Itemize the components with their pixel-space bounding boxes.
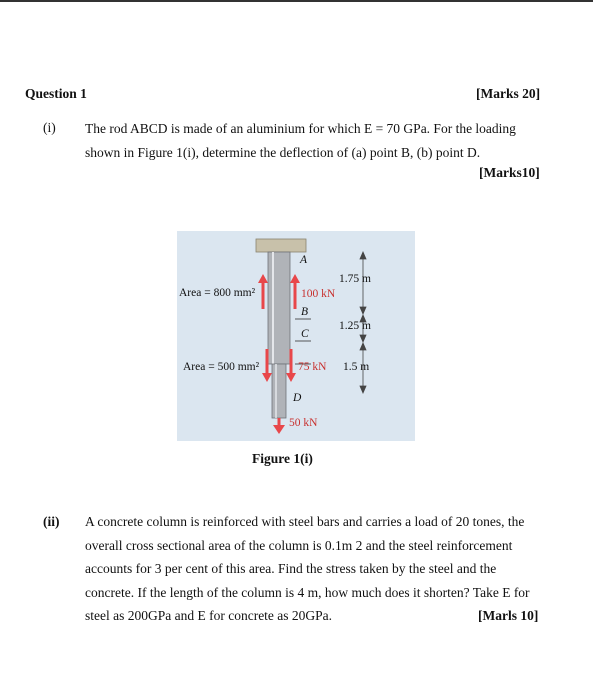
part-i-line-1: The rod ABCD is made of an aluminium for which E = 70 GPa. For the loading — [85, 121, 516, 136]
part-ii-line-2: overall cross sectional area of the column is 0.1m 2 and the steel reinforcement — [85, 537, 513, 553]
point-c-label: C — [301, 328, 309, 340]
load-75kn-label: 75 kN — [298, 361, 327, 373]
load-50kn-label: 50 kN — [289, 417, 318, 429]
part-ii-line-3: accounts for 3 per cent of this area. Find the stress taken by the steel and the — [85, 561, 497, 576]
point-a-label: A — [300, 254, 308, 266]
part-ii-line-4: concrete. If the length of the column is 4 m, how much does it shorten? Take E for — [85, 584, 530, 600]
area-bottom-label: Area = 500 mm² — [183, 361, 260, 373]
part-ii-marks: [Marls 10] — [478, 608, 539, 623]
part-i-marks: [Marks10] — [479, 165, 540, 180]
dimension-ab-label: 1.75 m — [339, 273, 371, 285]
load-50kn-arrow — [273, 418, 285, 434]
rod-lower-segment — [272, 364, 286, 418]
point-b-label: B — [301, 306, 309, 318]
part-i-label: (i) — [43, 120, 56, 135]
figure-1i-diagram — [177, 231, 415, 441]
question-title: Question 1 — [25, 86, 87, 101]
part-ii-line-5: steel as 200GPa and E for concrete as 20GPa. — [85, 608, 333, 623]
part-i-text — [85, 117, 540, 164]
part-ii-text — [85, 510, 540, 628]
top-border-line — [0, 0, 593, 2]
part-ii-line-1: A concrete column is reinforced with steel bars and carries a load of 20 tones, the — [85, 514, 525, 529]
load-100kn-label: 100 kN — [301, 288, 336, 300]
figure-caption: Figure 1(i) — [252, 451, 313, 466]
part-ii-label: (ii) — [43, 514, 60, 529]
area-top-label: Area = 800 mm² — [179, 287, 256, 299]
rod-upper-segment — [268, 252, 290, 364]
point-d-label: D — [293, 392, 302, 404]
dimension-bc-label: 1.25 m — [339, 320, 371, 332]
figure-1i — [177, 231, 415, 441]
question-marks: [Marks 20] — [476, 86, 541, 101]
part-i-line-2: shown in Figure 1(i), determine the deflection of (a) point B, (b) point D. — [85, 144, 481, 160]
dimension-cd-label: 1.5 m — [343, 361, 370, 373]
fixed-support — [256, 239, 306, 252]
